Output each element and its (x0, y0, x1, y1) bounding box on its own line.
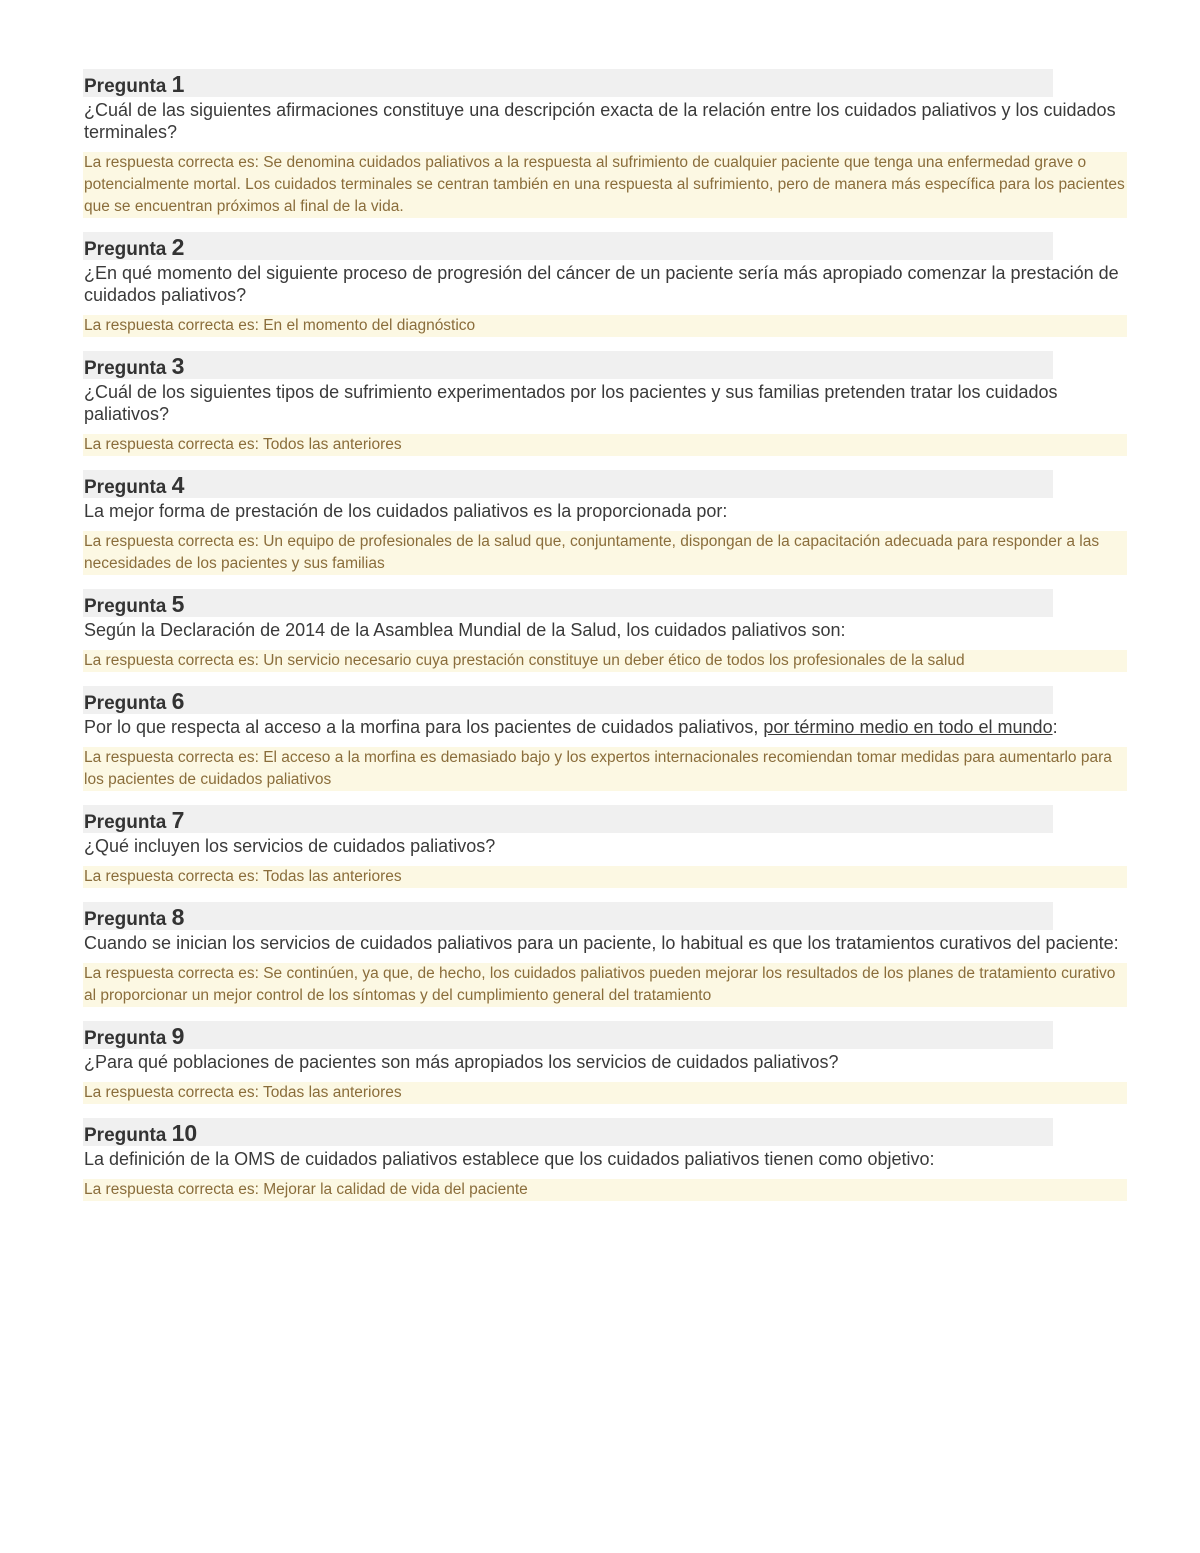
question-number: 2 (171, 234, 185, 260)
correct-answer (83, 963, 1127, 1007)
question-header (83, 902, 1053, 930)
question-label: Pregunta (84, 239, 167, 260)
answer-prefix: La respuesta correcta es: (84, 436, 263, 453)
question-6 (83, 686, 1127, 791)
question-text-before: Por lo que respecta al acceso a la morfina para los pacientes de cuidados paliativos, (84, 717, 764, 737)
question-number: 3 (171, 353, 185, 379)
question-header (83, 470, 1053, 498)
question-text: ¿Qué incluyen los servicios de cuidados paliativos? (84, 836, 496, 856)
question-header (83, 1118, 1053, 1146)
question-text: Cuando se inician los servicios de cuidados paliativos para un paciente, lo habitual es que los tratamientos curativos del paciente: (84, 933, 1119, 953)
answer-text: Todas las anteriores (262, 1084, 402, 1101)
question-number: 7 (171, 807, 185, 833)
answer-prefix: La respuesta correcta es: (84, 868, 263, 885)
correct-answer (83, 434, 1127, 456)
question-header (83, 1021, 1053, 1049)
question-label: Pregunta (84, 477, 167, 498)
question-label: Pregunta (84, 909, 167, 930)
answer-prefix: La respuesta correcta es: (84, 317, 264, 334)
question-header (83, 589, 1053, 617)
question-number: 5 (171, 591, 185, 617)
correct-answer (83, 315, 1127, 337)
question-2 (83, 232, 1127, 337)
question-number: 8 (171, 904, 185, 930)
question-text: ¿Cuál de las siguientes afirmaciones constituye una descripción exacta de la relación entre los cuidados paliativos y los cuidados terminales? (84, 100, 1121, 142)
correct-answer (83, 866, 1127, 888)
question-10 (83, 1118, 1127, 1201)
question-text (83, 716, 1127, 738)
answer-text: Se denomina cuidados paliativos a la respuesta al sufrimiento de cualquier paciente que tenga una enfermedad grave o potencialmente mortal. Los cuidados terminales se centran también en una respuesta al sufrimiento, pero de manera más específica para los pacientes que se encuentran próximos al final de la vida. (84, 154, 1125, 215)
question-3 (83, 351, 1127, 456)
question-label: Pregunta (84, 596, 167, 617)
question-header (83, 686, 1053, 714)
question-label: Pregunta (84, 812, 167, 833)
correct-answer (83, 1179, 1127, 1201)
question-label: Pregunta (84, 693, 167, 714)
question-4 (83, 470, 1127, 575)
question-1 (83, 69, 1127, 218)
question-text-after: : (1052, 717, 1058, 737)
question-number: 6 (171, 688, 185, 714)
question-text: Según la Declaración de 2014 de la Asamblea Mundial de la Salud, los cuidados paliativos son: (84, 620, 846, 640)
answer-text: Todas las anteriores (262, 868, 402, 885)
question-header (83, 805, 1053, 833)
question-label: Pregunta (84, 358, 167, 379)
question-header (83, 232, 1053, 260)
correct-answer (83, 531, 1127, 575)
question-text: ¿En qué momento del siguiente proceso de progresión del cáncer de un paciente sería más apropiado comenzar la prestación de cuidados paliativos? (84, 263, 1124, 305)
answer-text: Mejorar la calidad de vida del paciente (263, 1181, 528, 1198)
answer-text: Un servicio necesario cuya prestación constituye un deber ético de todos los profesionales de la salud (263, 652, 965, 669)
answer-prefix: La respuesta correcta es: (84, 1181, 264, 1198)
correct-answer (83, 747, 1127, 791)
question-text-underlined: por término medio en todo el mundo (763, 717, 1053, 737)
question-number: 9 (171, 1023, 185, 1049)
question-label: Pregunta (84, 76, 167, 97)
question-text: La definición de la OMS de cuidados paliativos establece que los cuidados paliativos tienen como objetivo: (84, 1149, 935, 1169)
question-9 (83, 1021, 1127, 1104)
question-label: Pregunta (84, 1125, 167, 1146)
question-number: 4 (171, 472, 185, 498)
answer-text: Se continúen, ya que, de hecho, los cuidados paliativos pueden mejorar los resultados de los planes de tratamiento curativo al proporcionar un mejor control de los síntomas y del cumplimiento general del tratamiento (84, 965, 1116, 1004)
answer-text: Todos las anteriores (262, 436, 402, 453)
question-number: 1 (171, 71, 185, 97)
answer-text: Un equipo de profesionales de la salud que, conjuntamente, dispongan de la capacitación adecuada para responder a las necesidades de los pacientes y sus familias (84, 533, 1100, 572)
question-text: ¿Cuál de los siguientes tipos de sufrimiento experimentados por los pacientes y sus familias pretenden tratar los cuidados paliativos? (84, 382, 1063, 424)
question-number: 10 (171, 1120, 198, 1146)
question-header (83, 351, 1053, 379)
question-8 (83, 902, 1127, 1007)
correct-answer (83, 650, 1127, 672)
answer-prefix: La respuesta correcta es: (84, 652, 264, 669)
question-text: ¿Para qué poblaciones de pacientes son más apropiados los servicios de cuidados paliativos? (84, 1052, 839, 1072)
answer-prefix: La respuesta correcta es: (84, 1084, 263, 1101)
answer-prefix: La respuesta correcta es: (84, 154, 264, 171)
answer-text: El acceso a la morfina es demasiado bajo y los expertos internacionales recomiendan tomar medidas para aumentarlo para los pacientes de cuidados paliativos (84, 749, 1112, 788)
correct-answer (83, 152, 1127, 218)
question-5 (83, 589, 1127, 672)
answer-prefix: La respuesta correcta es: (84, 749, 264, 766)
answer-prefix: La respuesta correcta es: (84, 965, 264, 982)
question-label: Pregunta (84, 1028, 167, 1049)
correct-answer (83, 1082, 1127, 1104)
question-header (83, 69, 1053, 97)
answer-prefix: La respuesta correcta es: (84, 533, 264, 550)
quiz-review (83, 69, 1127, 1215)
question-text: La mejor forma de prestación de los cuidados paliativos es la proporcionada por: (84, 501, 728, 521)
answer-text: En el momento del diagnóstico (263, 317, 476, 334)
question-7 (83, 805, 1127, 888)
